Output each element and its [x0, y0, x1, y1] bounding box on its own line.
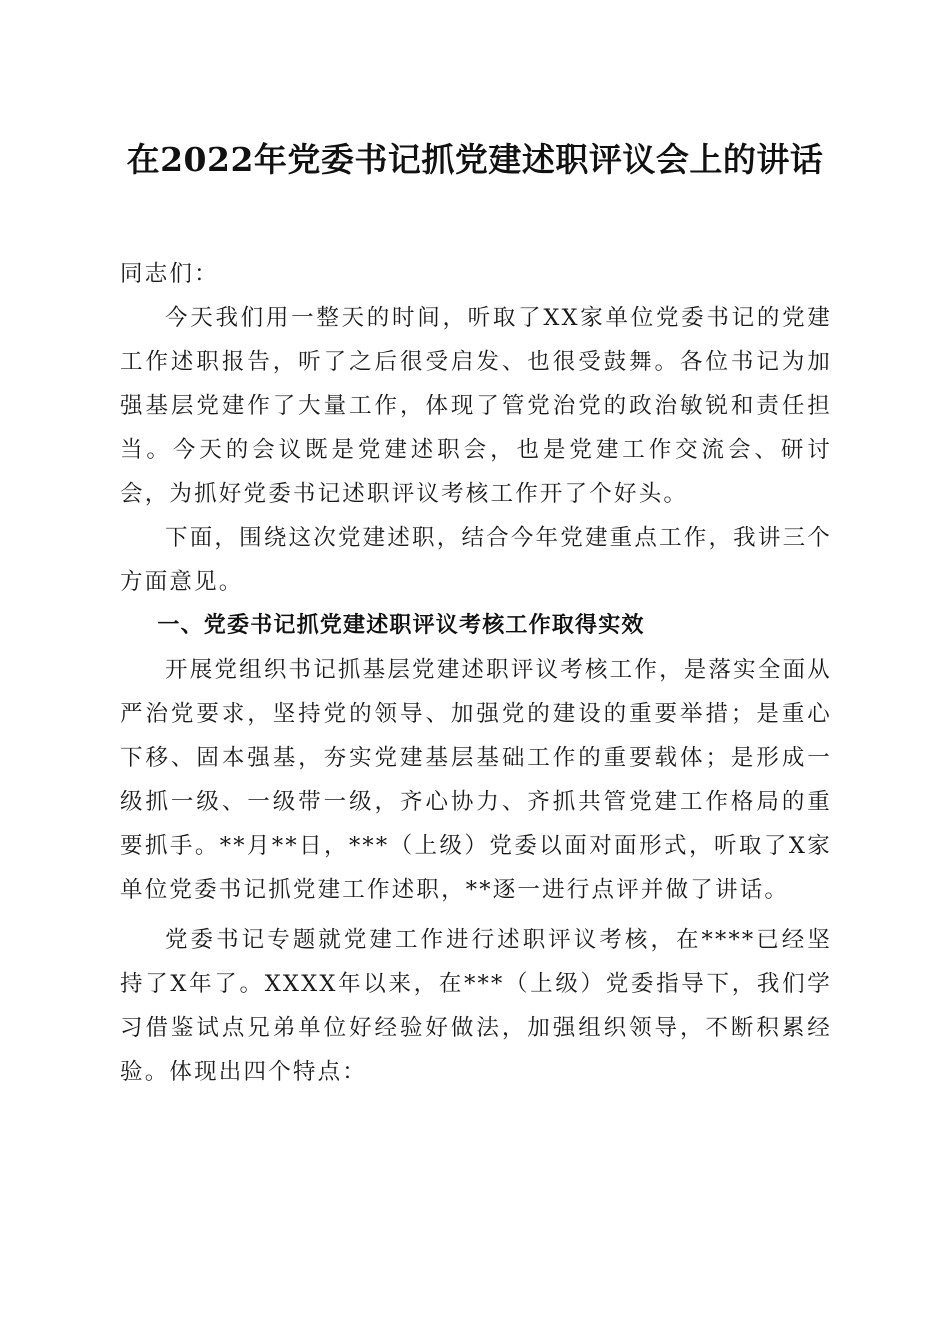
document-title: 在2022年党委书记抓党建述职评议会上的讲话 [126, 140, 824, 179]
paragraph-outline: 下面，围绕这次党建述职，结合今年党建重点工作，我讲三个方面意见。 [120, 525, 832, 595]
salutation: 同志们： [120, 261, 219, 287]
section-heading: 一、党委书记抓党建述职评议考核工作取得实效 [157, 613, 645, 638]
paragraph-history: 党委书记专题就党建工作进行述职评议考核，在****已经坚持了X年了。XXXX年以来，在***（上级）党委指导下，我们学习借鉴试点兄弟单位好经验好做法，加强组织领导，不断积累经验。体现出四个特点： [120, 927, 832, 1085]
document-body [120, 252, 832, 1094]
paragraph-significance: 开展党组织书记抓基层党建述职评议考核工作，是落实全面从严治党要求，坚持党的领导、加强党的建设的重要举措；是重心下移、固本强基，夯实党建基层基础工作的重要载体；是形成一级抓一级、一级带一级，齐心协力、齐抓共管党建工作格局的重要抓手。**月**日，***（上级）党委以面对面形式，听取了X家单位党委书记抓党建工作述职，**逐一进行点评并做了讲话。 [120, 657, 832, 903]
paragraph-opening: 今天我们用一整天的时间，听取了XX家单位党委书记的党建工作述职报告，听了之后很受启发、也很受鼓舞。各位书记为加强基层党建作了大量工作，体现了管党治党的政治敏锐和责任担当。今天的会议既是党建述职会，也是党建工作交流会、研讨会，为抓好党委书记述职评议考核工作开了个好头。 [120, 305, 832, 507]
